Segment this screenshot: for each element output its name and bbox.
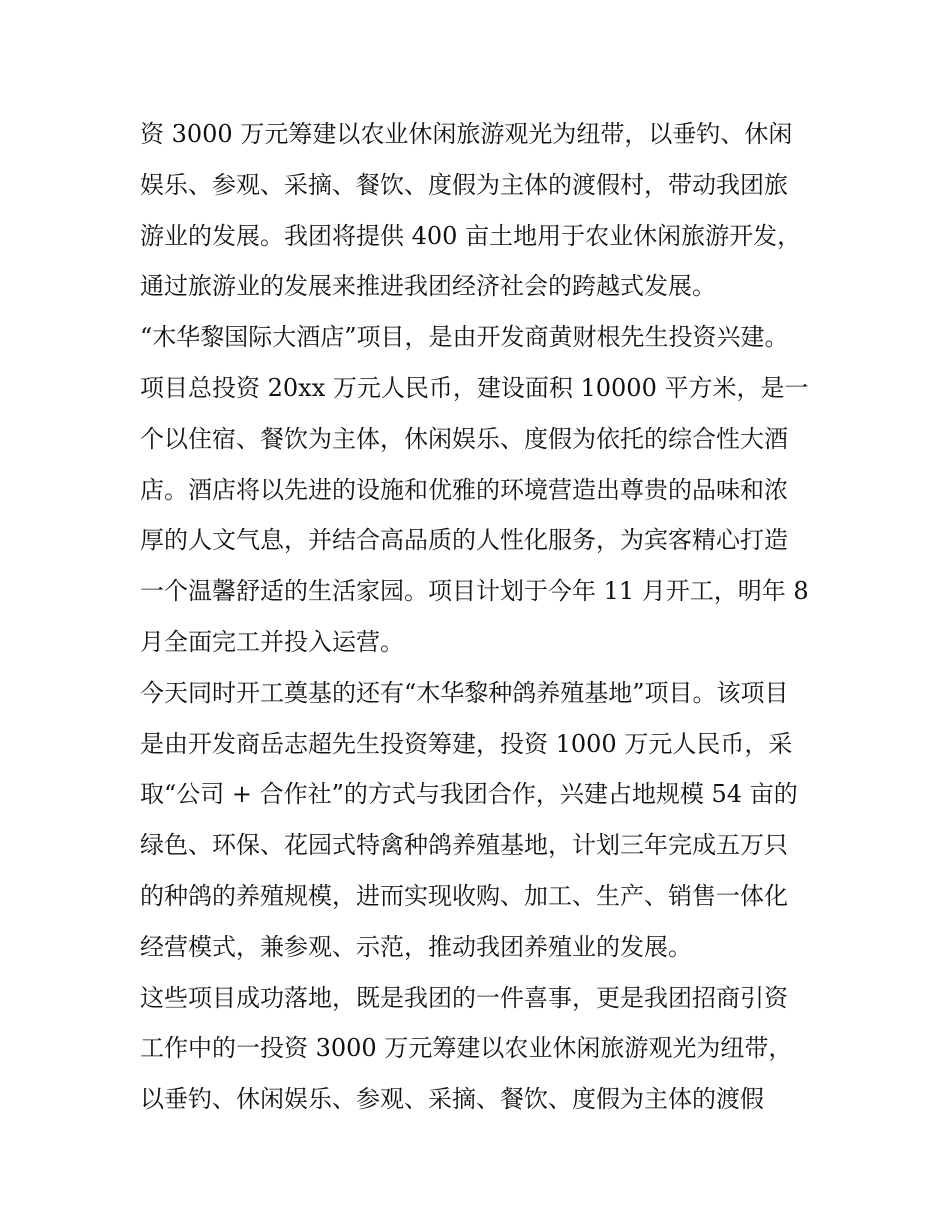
text-line: 一个温馨舒适的生活家园。项目计划于今年 11 月开工，明年 8 [140, 577, 809, 606]
text-line: 取“公司 + 合作社”的方式与我团合作，兴建占地规模 54 亩的 [140, 780, 798, 809]
text-line: 游业的发展。我团将提供 400 亩土地用于农业休闲旅游开发， [140, 221, 802, 250]
text-line: 娱乐、参观、采摘、餐饮、度假为主体的渡假村，带动我团旅 [140, 170, 788, 199]
text-line: 经营模式，兼参观、示范，推动我团养殖业的发展。 [140, 932, 692, 961]
text-line: 这些项目成功落地，既是我团的一件喜事，更是我团招商引资 [140, 983, 788, 1012]
text-line: 绿色、环保、花园式特禽种鸽养殖基地，计划三年完成五万只 [140, 831, 788, 860]
text-line: 厚的人文气息，并结合高品质的人性化服务，为宾客精心打造 [140, 526, 788, 555]
text-line: 工作中的一投资 3000 万元筹建以农业休闲旅游观光为纽带， [140, 1034, 793, 1063]
text-line: 今天同时开工奠基的还有“木华黎种鸽养殖基地”项目。该项目 [140, 678, 789, 707]
text-line: 个以住宿、餐饮为主体，休闲娱乐、度假为依托的综合性大酒 [140, 424, 788, 453]
text-line: 项目总投资 20xx 万元人民币，建设面积 10000 平方米，是一 [140, 373, 809, 402]
text-line: 店。酒店将以先进的设施和优雅的环境营造出尊贵的品味和浓 [140, 475, 788, 504]
text-line: 资 3000 万元筹建以农业休闲旅游观光为纽带，以垂钓、休闲 [140, 120, 793, 148]
text-line: 月全面完工并投入运营。 [140, 627, 404, 656]
body-text [140, 109, 820, 1125]
text-line: 是由开发商岳志超先生投资筹建，投资 1000 万元人民币，采 [140, 729, 793, 758]
text-line: 以垂钓、休闲娱乐、参观、采摘、餐饮、度假为主体的渡假 [140, 1085, 764, 1114]
text-line: “木华黎国际大酒店”项目，是由开发商黄财根先生投资兴建。 [140, 323, 789, 352]
text-line: 的种鸽的养殖规模，进而实现收购、加工、生产、销售一体化 [140, 881, 788, 910]
text-line: 通过旅游业的发展来推进我团经济社会的跨越式发展。 [140, 272, 716, 301]
